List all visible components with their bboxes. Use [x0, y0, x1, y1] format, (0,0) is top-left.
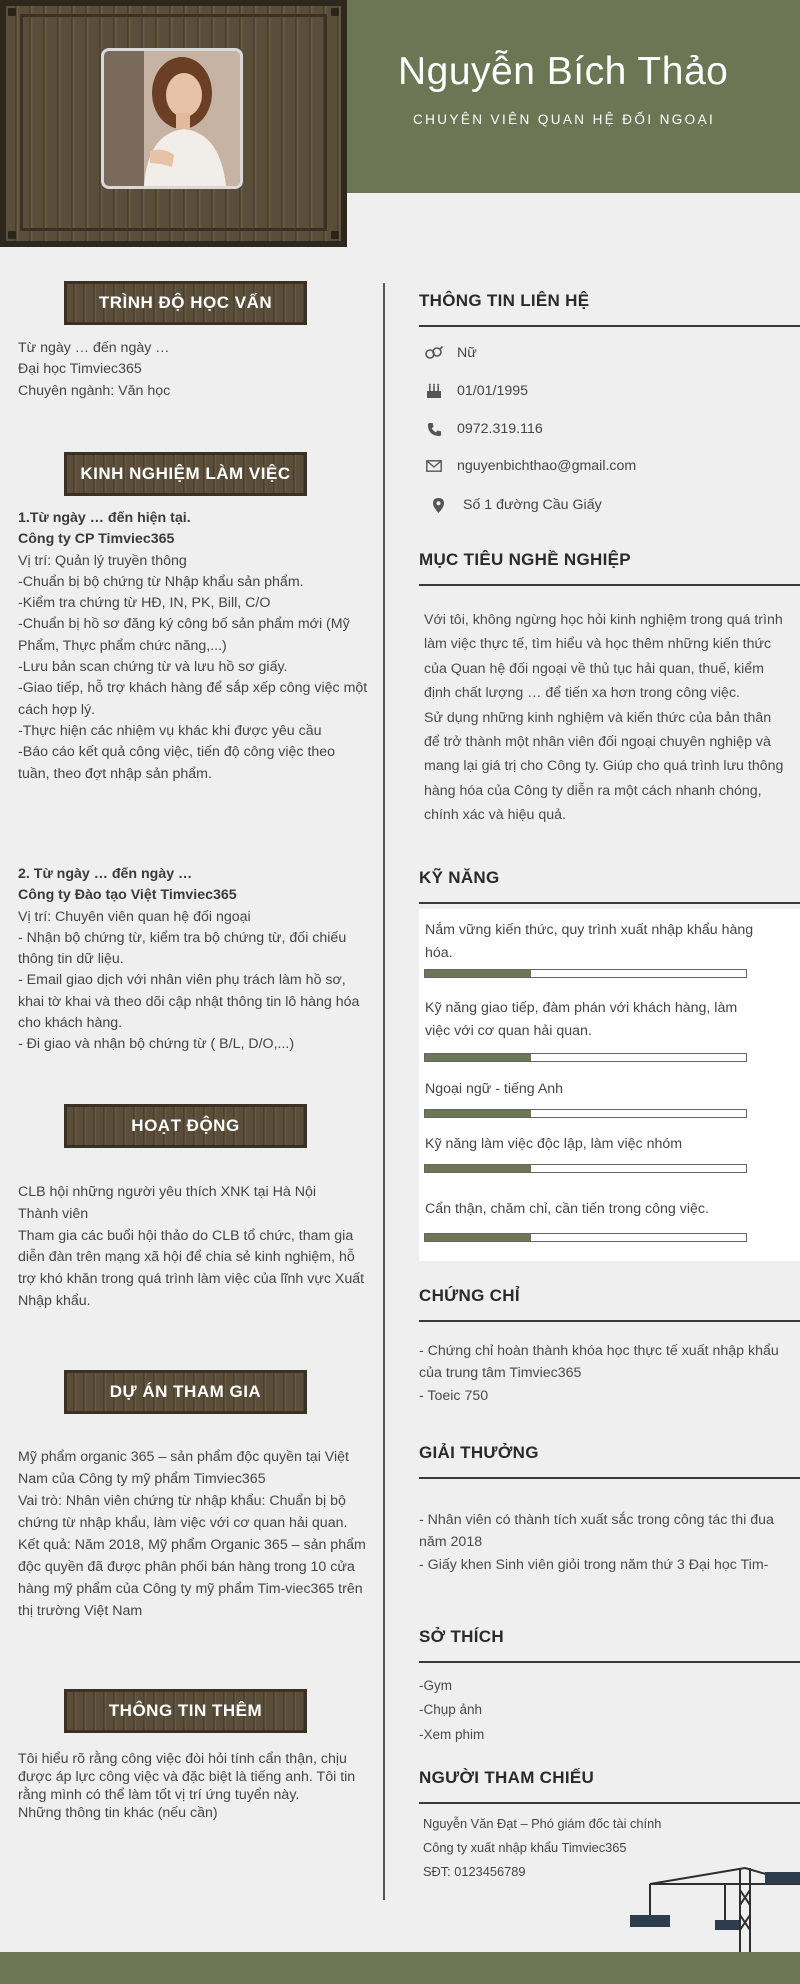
certificates-heading: [419, 1286, 800, 1306]
location-pin-icon: [427, 494, 449, 516]
awards-heading: [419, 1443, 800, 1463]
skill-label: Nắm vững kiến thức, quy trình xuất nhập khẩu hàng hóa.: [425, 922, 754, 961]
footer-band: [0, 1952, 800, 1984]
skill-level-fill: [425, 970, 531, 977]
job-line: Vị trí: Quản lý truyền thông: [18, 552, 187, 569]
projects-section: [18, 1446, 368, 1622]
award-line: - Giấy khen Sinh viên giỏi trong năm thứ 3 Đại học Tim-: [419, 1556, 769, 1573]
hobbies-section: [419, 1674, 789, 1747]
certificates-section: [419, 1340, 789, 1407]
job-company: Công ty CP Timviec365: [18, 531, 175, 548]
awards-section: [419, 1509, 789, 1576]
job-line: - Email giao dịch với nhân viên phụ trách làm hồ sơ, khai tờ khai và theo dõi cập nhật thông tin lô hàng hóa cho khách hàng.: [18, 972, 360, 1032]
contact-address-row: [419, 494, 800, 516]
project-line: Mỹ phẩm organic 365 – sản phẩm độc quyền tại Việt Nam của Công ty mỹ phẩm Timviec365: [18, 1449, 349, 1487]
skill-level-fill: [425, 1165, 531, 1172]
education-line: Chuyên ngành: Văn học: [18, 382, 171, 399]
job-line: -Lưu bản scan chứng từ và lưu hồ sơ giấy.: [18, 659, 288, 676]
hobby-line: -Gym: [419, 1678, 452, 1693]
hobby-line: -Xem phim: [419, 1726, 485, 1742]
additional-line: Những thông tin khác (nếu cần): [18, 1805, 218, 1821]
job-line: -Báo cáo kết quả công việc, tiến độ công việc theo tuần, theo đợt nhập sản phẩm.: [18, 744, 336, 782]
objective-paragraph: Với tôi, không ngừng học hỏi kinh nghiệm trong quá trình làm việc thực tế, tìm hiểu và học thêm những kiến thức của Quan hệ đối ngoại về thủ tục hải quan, thuế, kiểm định chất lượng … để tiến xa hơn trong công việc.: [424, 612, 783, 702]
experience-job-1: [18, 508, 368, 785]
gender-icon: [423, 342, 445, 364]
projects-heading: DỰ ÁN THAM GIA: [64, 1370, 307, 1414]
additional-info-section: [18, 1750, 368, 1822]
award-line: - Nhân viên có thành tích xuất sắc trong công tác thi đua năm 2018: [419, 1512, 774, 1551]
experience-heading: KINH NGHIỆM LÀM VIỆC: [64, 452, 307, 496]
contact-phone-row: [419, 418, 800, 440]
column-divider: [383, 283, 385, 1900]
hobbies-heading: [419, 1627, 800, 1647]
reference-line: Nguyễn Văn Đạt – Phó giám đốc tài chính: [423, 1816, 662, 1831]
job-line: - Đi giao và nhận bộ chứng từ ( B/L, D/O,...): [18, 1036, 295, 1053]
skill-level-bar: [424, 1053, 747, 1062]
education-line: Đại học Timviec365: [18, 361, 142, 378]
activity-line: Tham gia các buổi hội thảo do CLB tổ chức, tham gia diễn đàn trên mạng xã hội để chia sẻ kinh nghiệm, hỗ trợ khó khăn trong quá trình làm việc của lĩnh vực Xuất Nhập khẩu.: [18, 1227, 365, 1309]
education-section: [18, 338, 368, 402]
phone-icon: [423, 418, 445, 440]
references-heading: [419, 1768, 800, 1788]
reference-line: SĐT: 0123456789: [423, 1864, 526, 1879]
education-line: Từ ngày … đến ngày …: [18, 340, 170, 356]
activities-section: [18, 1182, 368, 1313]
additional-info-heading: THÔNG TIN THÊM: [64, 1689, 307, 1733]
reference-line: Công ty xuất nhập khẩu Timviec365: [423, 1840, 627, 1855]
hobbies-heading-text: SỞ THÍCH: [419, 1627, 504, 1646]
contact-phone[interactable]: 0972.319.116: [457, 421, 543, 437]
job-period: 2. Từ ngày … đến ngày …: [18, 866, 193, 882]
contact-birthday-row: [419, 380, 800, 402]
skills-heading: [419, 868, 800, 888]
activity-line: CLB hội những người yêu thích XNK tại Hà Nội: [18, 1184, 317, 1200]
contact-email[interactable]: nguyenbichthao@gmail.com: [457, 458, 637, 474]
email-icon: [423, 455, 445, 477]
project-line: Vai trò: Nhân viên chứng từ nhập khẩu: Chuẩn bị bộ chứng từ nhập khẩu, làm việc với cơ quan hải quan.: [18, 1493, 348, 1531]
skill-level-fill: [425, 1110, 531, 1117]
skill-level-fill: [425, 1054, 531, 1061]
skill-label: Kỹ năng giao tiếp, đàm phán với khách hàng, làm việc với cơ quan hải quan.: [425, 1000, 738, 1039]
candidate-name: Nguyễn Bích Thảo: [398, 50, 729, 93]
job-company: Công ty Đào tạo Việt Timviec365: [18, 887, 237, 904]
contact-address: Số 1 đường Cầu Giấy: [463, 497, 602, 513]
certificate-line: - Toeic 750: [419, 1387, 489, 1404]
skill-label: Cẩn thận, chăm chỉ, cần tiến trong công việc.: [425, 1201, 709, 1217]
hobby-line: -Chụp ảnh: [419, 1702, 483, 1718]
additional-line: Tôi hiểu rõ rằng công việc đòi hỏi tính cẩn thận, chịu được áp lực công việc và đặc biệt là tiếng anh. Tôi tin rằng mình có thể làm tốt vị trí ứng tuyển này.: [18, 1751, 356, 1803]
job-line: -Chuẩn bị hồ sơ đăng ký công bố sản phẩm mới (Mỹ Phẩm, Thực phẩm chức năng,...): [18, 616, 350, 654]
project-line: Kết quả: Năm 2018, Mỹ phẩm Organic 365 – sản phẩm độc quyền đã được phân phối bán hàng trong 10 cửa hàng mỹ phẩm của Công ty mỹ phẩm Tim-viec365 trên thị trường Việt Nam: [18, 1537, 366, 1619]
birthday-cake-icon: [423, 380, 445, 402]
contact-heading: [419, 291, 800, 311]
objective-heading: [419, 550, 800, 570]
certificates-heading-text: CHỨNG CHỈ: [419, 1286, 520, 1305]
job-period: 1.Từ ngày … đến hiện tại.: [18, 510, 191, 526]
skills-heading-text: KỸ NĂNG: [419, 868, 500, 887]
job-line: Vị trí: Chuyên viên quan hệ đối ngoại: [18, 908, 251, 925]
avatar: [101, 48, 243, 189]
activities-heading: HOẠT ĐỘNG: [64, 1104, 307, 1148]
candidate-title: CHUYÊN VIÊN QUAN HỆ ĐỐI NGOẠI: [413, 112, 716, 127]
job-line: -Giao tiếp, hỗ trợ khách hàng để sắp xếp công việc một cách hợp lý.: [18, 680, 368, 718]
certificate-line: - Chứng chỉ hoàn thành khóa học thực tế xuất nhập khẩu của trung tâm Timviec365: [419, 1343, 779, 1382]
objective-heading-text: MỤC TIÊU NGHỀ NGHIỆP: [419, 550, 631, 569]
job-line: -Kiểm tra chứng từ HĐ, IN, PK, Bill, C/O: [18, 595, 271, 612]
contact-gender: Nữ: [457, 345, 477, 361]
job-line: -Thực hiện các nhiệm vụ khác khi được yêu cầu: [18, 722, 322, 739]
port-crane-illustration: [630, 1860, 800, 1952]
job-line: -Chuẩn bị bộ chứng từ Nhập khẩu sản phẩm.: [18, 573, 304, 590]
contact-birthday: 01/01/1995: [457, 383, 529, 399]
education-heading: TRÌNH ĐỘ HỌC VẤN: [64, 281, 307, 325]
objective-section: [424, 608, 788, 828]
objective-paragraph: Sử dụng những kinh nghiệm và kiến thức của bản thân để trở thành một nhân viên đối ngoại chuyên nghiệp và mang lại giá trị cho Công ty. Giúp cho quá trình lưu thông hàng hóa của Công ty diễn ra một cách nhanh chóng, chính xác và hiệu quả.: [424, 709, 784, 824]
contact-heading-text: THÔNG TIN LIÊN HỆ: [419, 291, 590, 310]
activity-line: Thành viên: [18, 1205, 89, 1222]
skill-level-bar: [424, 1164, 747, 1173]
awards-heading-text: GIẢI THƯỞNG: [419, 1443, 539, 1462]
skill-label: Ngoại ngữ - tiếng Anh: [425, 1081, 564, 1097]
contact-email-row: [419, 455, 800, 477]
skill-level-fill: [425, 1234, 531, 1241]
skill-level-bar: [424, 969, 747, 978]
contact-gender-row: [419, 342, 800, 364]
references-heading-text: NGƯỜI THAM CHIẾU: [419, 1768, 595, 1787]
experience-job-2: [18, 864, 368, 1056]
skill-level-bar: [424, 1233, 747, 1242]
skill-label: Kỹ năng làm việc độc lập, làm việc nhóm: [425, 1136, 683, 1152]
job-line: - Nhận bộ chứng từ, kiểm tra bộ chứng từ, đối chiếu thông tin dữ liệu.: [18, 929, 347, 968]
skill-level-bar: [424, 1109, 747, 1118]
